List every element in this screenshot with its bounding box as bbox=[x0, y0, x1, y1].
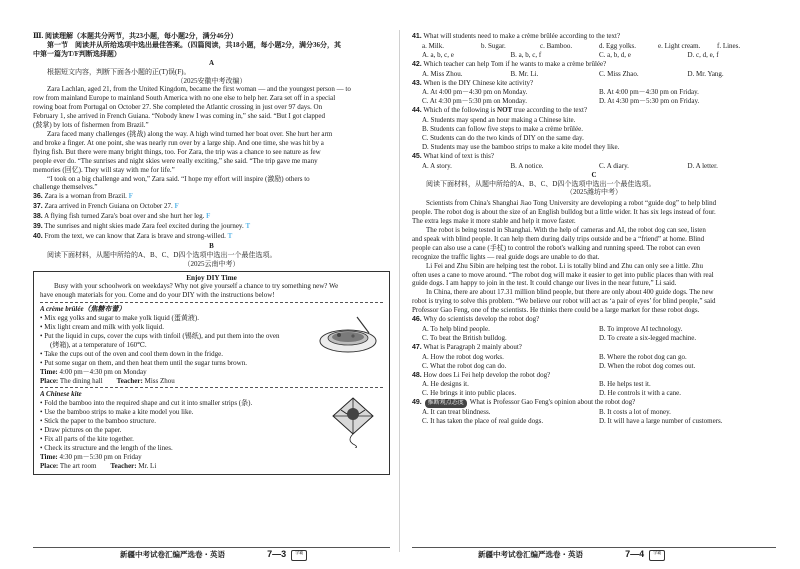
passage-line: Zara faced many challenges (挑战) along the way. A high wind turned her boat over. She hurt her arm bbox=[47, 129, 333, 138]
passage-c-label: C bbox=[591, 170, 597, 179]
passage-line: guide dogs. I am happy to join in the test. It could change our lives in the near future,” Li said. bbox=[412, 279, 677, 288]
material-item: b. Sugar. bbox=[481, 41, 506, 50]
question-44-options bbox=[412, 116, 776, 152]
passage-line: rowing boat from Portugal on October 27. She completed the Atlantic crossing in just over 97 days. On bbox=[33, 103, 323, 112]
passage-line: and broke a finger. At one point, she was nearly run over by a large ship. And one time, she was hit by a bbox=[33, 138, 324, 147]
question-45: 45. What kind of text is this? bbox=[412, 151, 494, 160]
question-41: 41. What will students need to make a crème brûlée according to the text? bbox=[412, 32, 621, 40]
passage-line: recognize the traffic lights — real guide dogs are unable to do that. bbox=[412, 252, 600, 261]
answer-option[interactable]: D. At 4:30 pm－5:30 pm on Friday. bbox=[599, 97, 700, 106]
creme-time: Time: 4:00 pm－4:30 pm on Monday bbox=[40, 367, 147, 376]
question-46: 46. Why do scientists develop the robot dog? bbox=[412, 315, 540, 324]
passage-b-label: B bbox=[209, 241, 214, 250]
material-item: c. Bamboo. bbox=[540, 41, 573, 50]
material-item: a. Milk. bbox=[422, 41, 444, 50]
kite-step: • Check its structure and the length of the lines. bbox=[40, 444, 383, 453]
question-42-options bbox=[412, 70, 776, 79]
answer-option[interactable]: A. At 4:00 pm－4:30 pm on Monday. bbox=[422, 88, 528, 97]
passage-line: In China, there are about 17.31 million blind people, but there are only about 400 guide dogs. The new bbox=[426, 288, 714, 297]
answer-option[interactable]: C. It has taken the place of real guide dogs. bbox=[422, 417, 544, 426]
passage-c-source: （2025潍坊中考） bbox=[566, 188, 622, 197]
question-38: 38. A flying fish turned Zara's boat over and she hurt her leg. F bbox=[33, 212, 211, 221]
answer-option[interactable]: C. a, b, d, e bbox=[599, 50, 631, 59]
passage-c-instruction: 阅读下面材料，从题中所给的A、B、C、D四个选项中选出一个最佳选项。 bbox=[426, 179, 656, 188]
question-48-options bbox=[412, 380, 776, 398]
passage-line: challenge themselves.” bbox=[33, 183, 98, 192]
passage-line: The extra legs make it more stable and help it move faster. bbox=[412, 217, 576, 226]
answer-option[interactable]: B. Where the robot dog can go. bbox=[599, 352, 687, 361]
answer-option[interactable]: C. Students can do the two kinds of DIY on the same day. bbox=[422, 133, 584, 142]
kite-step: • Stick the paper to the bamboo structure. bbox=[40, 417, 383, 426]
passage-line: people can also use a cane (手杖) to control the robot's walking and running speed. The robot can even bbox=[412, 243, 701, 252]
answer-option[interactable]: A. A story. bbox=[422, 161, 452, 170]
question-37: 37. Zara arrived in French Guiana on October 27. F bbox=[33, 202, 179, 211]
answer-option[interactable]: A. It can treat blindness. bbox=[422, 408, 491, 417]
passage-line: Li Fei and Zhu Sibin are helping test the robot. Li is totally blind and Zhu can only see a little. Zhu bbox=[426, 261, 704, 270]
passage-line: February 1, she arrived in French Guiana. “Nobody knew I was coming in,” she said. “But I got clapped bbox=[33, 112, 325, 121]
brand-logo: 学霸 bbox=[649, 550, 665, 561]
passage-b-instruction: 阅读下面材料，从题中所给的A、B、C、D四个选项中选出一个最佳选项。 bbox=[47, 250, 277, 259]
page-number: 7—3 bbox=[267, 549, 287, 560]
answer-option[interactable]: B. A notice. bbox=[510, 161, 544, 170]
passage-line: The robot is being tested in Shanghai. With the help of cameras and AI, the robot dog can see, listen bbox=[426, 226, 706, 235]
passage-a-source: （2025安徽中考改编） bbox=[176, 76, 247, 85]
creme-brulee-title: A crème brûlée（焦糖布蕾） bbox=[40, 305, 126, 314]
passage-line: and speak with blind people. It can help them during daily trips outside and be a “friend” at home. Blind bbox=[412, 234, 705, 243]
section-heading: Ⅲ. 阅读理解（本题共分两节，共23小题，每小题2分，满分46分） bbox=[33, 32, 238, 40]
answer-mark: F bbox=[174, 202, 179, 211]
answer-option[interactable]: C. To beat the British bulldog. bbox=[422, 333, 507, 342]
answer-option[interactable]: C. What the robot dog can do. bbox=[422, 361, 507, 370]
footer-title: 新疆中考试卷汇编严选卷・英语 bbox=[120, 550, 225, 560]
answer-option[interactable]: C. He brings it into public places. bbox=[422, 389, 517, 398]
answer-mark: F bbox=[128, 192, 133, 201]
question-45-options bbox=[412, 162, 776, 171]
answer-option[interactable]: B. To improve AI technology. bbox=[599, 325, 683, 333]
question-41-materials bbox=[412, 42, 776, 51]
passage-a-instruction: 根据短文内容，判断下面各小题的正(T)误(F)。 bbox=[47, 67, 191, 76]
question-41-options bbox=[412, 51, 776, 60]
passage-line: people. The robot dog is about the size of an English bulldog but a little wider. It has six legs instead of four. bbox=[412, 208, 716, 217]
passage-line: flying fish. But there were many bright things, too. For Zara, the trip was a chance to see nature as few bbox=[33, 147, 321, 156]
question-46-options bbox=[412, 325, 776, 343]
kite-time: Time: 4:30 pm－5:30 pm on Friday bbox=[40, 452, 142, 461]
answer-option[interactable]: A. How the robot dog works. bbox=[422, 352, 504, 361]
answer-mark: T bbox=[245, 222, 251, 231]
answer-option[interactable]: C. Miss Zhao. bbox=[599, 69, 639, 78]
creme-step: • Mix egg yolks and sugar to make yolk liquid (蛋黄液). bbox=[40, 314, 383, 323]
passage-line: (鼓掌) by lots of fishermen from Brazil.” bbox=[33, 121, 149, 130]
passage-line: row from mainland Europe to mainland South America with no one else to help her. Zara set off in a special bbox=[33, 94, 336, 103]
kite-place-teacher: Place: The art room Teacher: Mr. Li bbox=[40, 461, 157, 470]
answer-option[interactable]: B. Students can follow five steps to make a crème brûlée. bbox=[422, 125, 583, 134]
answer-option[interactable]: B. Mr. Li. bbox=[510, 69, 539, 78]
kite-step: • Fix all parts of the kite together. bbox=[40, 435, 383, 444]
right-footer bbox=[478, 549, 665, 561]
question-36: 36. Zara is a woman from Brazil. F bbox=[33, 192, 133, 201]
creme-place-teacher: Place: The dining hall Teacher: Miss Zhou bbox=[40, 376, 175, 385]
kite-step: • Use the bamboo strips to make a kite model you like. bbox=[40, 408, 383, 417]
answer-option[interactable]: A. Miss Zhou. bbox=[422, 69, 463, 78]
answer-option[interactable]: A. Students may spend an hour making a Chinese kite. bbox=[422, 116, 576, 125]
passage-line: often uses a cane to move around. “The robot dog will make it easier to get into public places than with real bbox=[412, 270, 714, 279]
passage-line: robot is trying to solve this problem. “We believe our robot will act as ‘a pair of eyes’ for blind people,” said bbox=[412, 297, 716, 306]
question-44: 44. Which of the following is NOT true according to the text? bbox=[412, 106, 588, 115]
answer-option[interactable]: D. To create a six-legged machine. bbox=[599, 333, 697, 342]
passage-b-source: （2025云南中考） bbox=[183, 259, 240, 268]
passage-line: Scientists from China's Shanghai Jiao Tong University are developing a robot “guide dog” to help blind bbox=[426, 199, 717, 208]
box-title: Enjoy DIY Time bbox=[186, 273, 237, 282]
kite-step: • Draw pictures on the paper. bbox=[40, 426, 383, 435]
answer-option[interactable]: D. Students may use the bamboo strips to make a kite model they like. bbox=[422, 142, 620, 151]
passage-a-label: A bbox=[208, 58, 215, 67]
answer-option[interactable]: D. A letter. bbox=[687, 161, 718, 170]
answer-option[interactable]: D. c, d, e, f bbox=[687, 50, 719, 59]
passage-line: memories (回忆). They will stay with me for life.” bbox=[33, 165, 175, 174]
material-item: f. Lines. bbox=[717, 41, 741, 50]
question-49: 49. 推断观点态度 What is Professor Gao Feng's opinion about the robot dog? bbox=[412, 398, 636, 407]
footer-title: 新疆中考试卷汇编严选卷・英语 bbox=[478, 550, 583, 560]
creme-step: • Put the liquid in cups, cover the cups with tinfoil (锡纸), and put them into the oven bbox=[40, 332, 383, 341]
question-48: 48. How does Li Fei help develop the robot dog? bbox=[412, 370, 551, 379]
answer-option[interactable]: B. At 4:00 pm－4:30 pm on Friday. bbox=[599, 88, 699, 97]
question-49-options bbox=[412, 408, 776, 426]
brand-logo: 学霸 bbox=[291, 550, 307, 561]
answer-option[interactable]: D. It will have a large number of customers. bbox=[599, 417, 723, 426]
passage-line: “I took on a big challenge and won,” Zara said. “I hope my effort will inspire (激励) others to bbox=[47, 174, 310, 183]
creme-step-cont: (烤箱), at a temperature of 160℃. bbox=[50, 340, 147, 349]
answer-option[interactable]: B. a, b, c, f bbox=[510, 50, 542, 59]
answer-option[interactable]: D. Mr. Yang. bbox=[687, 69, 724, 78]
footer-rule bbox=[412, 547, 776, 548]
question-43-options bbox=[412, 88, 776, 106]
passage-line: Professor Gao Feng, one of the scientists. He thinks there could be a large market for these robot dogs. bbox=[412, 306, 700, 315]
box-intro: Busy with your schoolwork on weekdays? Why not give yourself a chance to try something new? We bbox=[54, 282, 339, 291]
answer-option[interactable]: B. He helps test it. bbox=[599, 380, 651, 389]
answer-option[interactable]: A. He designs it. bbox=[422, 380, 469, 389]
creme-step: • Mix light cream and milk with yolk liquid. bbox=[40, 323, 383, 332]
passage-line: Zara Lachlan, aged 21, from the United Kingdom, became the first woman — and the youngest person — to bbox=[47, 85, 351, 94]
answer-option[interactable]: B. It costs a lot of money. bbox=[599, 408, 671, 417]
question-40: 40. From the text, we can know that Zara is brave and strong-willed. T bbox=[33, 231, 233, 240]
answer-option[interactable]: A. To help blind people. bbox=[422, 325, 490, 333]
creme-step: • Take the cups out of the oven and cool them down in the fridge. bbox=[40, 350, 383, 359]
question-42: 42. Which teacher can help Tom if he wants to make a crème brûlée? bbox=[412, 59, 607, 68]
answer-mark: T bbox=[227, 231, 233, 240]
question-39: 39. The sunrises and night skies made Zara feel excited during the journey. T bbox=[33, 222, 251, 231]
creme-step: • Put some sugar on them, and then heat them until the sugar turns brown. bbox=[40, 359, 383, 368]
material-item: d. Egg yolks. bbox=[599, 41, 636, 50]
page-number: 7—4 bbox=[625, 549, 645, 560]
answer-mark: F bbox=[206, 212, 211, 221]
answer-option[interactable]: A. a, b, c, e bbox=[422, 50, 454, 59]
question-47: 47. What is Paragraph 2 mainly about? bbox=[412, 342, 522, 351]
right-column bbox=[412, 32, 776, 426]
section1-intro: 第一节 阅读并从所给选项中选出最佳答案。（四篇阅读，共18小题，每小题2分，满分36分，其 bbox=[47, 40, 341, 49]
chinese-kite-title: A Chinese kite bbox=[40, 390, 82, 399]
passage-line: people ever do. “The sunrises and night skies were really exciting,” she said. “The trip gave me many bbox=[33, 156, 318, 165]
question-43: 43. When is the DIY Chinese kite activity? bbox=[412, 78, 534, 87]
material-item: e. Light cream. bbox=[658, 41, 701, 50]
skill-tag: 推断观点态度 bbox=[425, 399, 467, 408]
answer-option[interactable]: D. He controls it with a cane. bbox=[599, 389, 682, 398]
answer-option[interactable]: C. A diary. bbox=[599, 161, 629, 170]
question-47-options bbox=[412, 353, 776, 371]
answer-option[interactable]: D. When the robot dog comes out. bbox=[599, 361, 696, 370]
answer-option[interactable]: C. At 4:30 pm－5:30 pm on Monday. bbox=[422, 97, 527, 106]
passage-c-text bbox=[412, 199, 776, 315]
box-intro-cont: have enough materials for you. Come and do your DIY with the instructions below! bbox=[40, 291, 275, 300]
kite-step: • Fold the bamboo into the required shape and cut it into smaller strips (条). bbox=[40, 399, 383, 408]
section1-intro-cont: 中第一篇为T/F判断选择题） bbox=[33, 49, 121, 58]
